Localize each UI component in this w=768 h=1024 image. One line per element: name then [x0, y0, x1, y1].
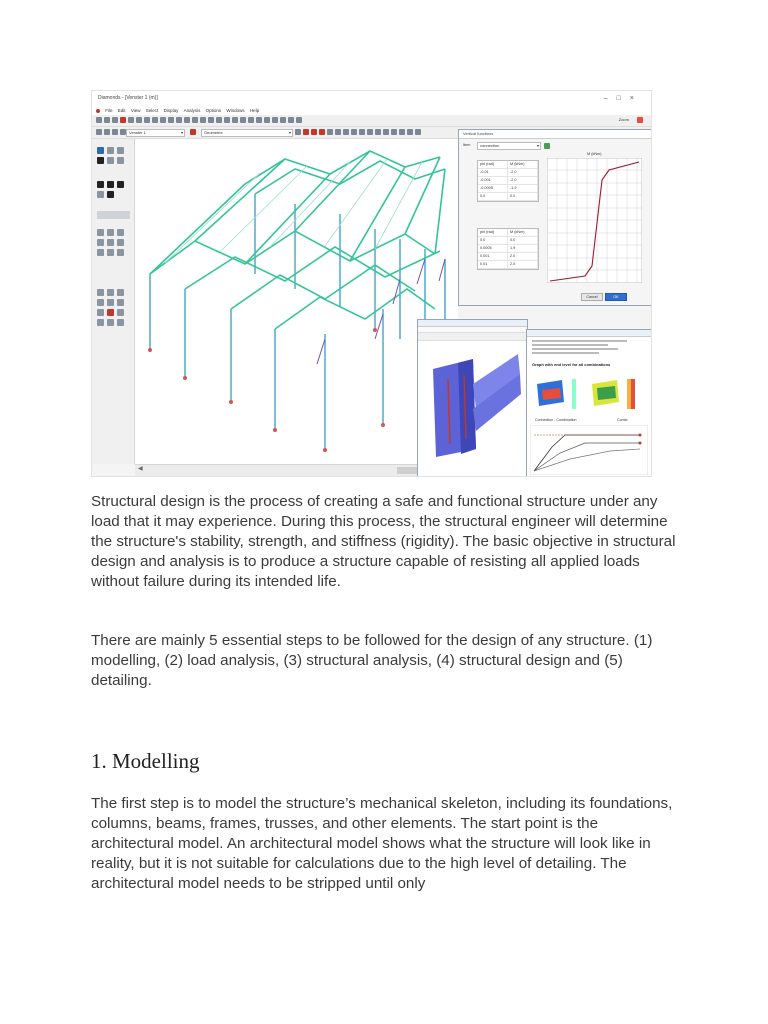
window-titlebar [92, 91, 651, 106]
modelling-paragraph: The first step is to model the structure’s mechanical skeleton, including its foundations, columns, beams, frames, trusses, and other elements. The start point is the architectural model. An architectural model shows what the structure will look like in reality, but it is not suitable for calculations due to the high level of detailing. The architectural model needs to be stripped until only [91, 795, 673, 893]
moment-rotation-chart [547, 158, 642, 283]
structure-model [135, 139, 458, 464]
tool-palette [92, 139, 135, 464]
menu-view: View [130, 108, 141, 113]
toolbar2-icons-right [295, 129, 423, 136]
results-left-label: Connection - Combination [535, 418, 577, 422]
geometry-combo: Geometrie ▾ [201, 129, 293, 137]
dialog-title: Vertical functions [459, 130, 652, 139]
main-toolbar [92, 115, 651, 127]
menu-analysis: Analysis [183, 108, 201, 113]
menu-edit: Edit [117, 108, 126, 113]
window-title: Diamonds - [Venster 1 (m)] [98, 95, 158, 101]
moment-table-negative: phi (rad) M (kNm) -0.01 -2.0 -0.001 -2.0 -0.0005 -1.9 0.0 0.0 [477, 160, 539, 202]
ok-button: OK [605, 293, 627, 301]
function-dialog [458, 129, 652, 306]
viewport-scrollbar: ◀ [135, 464, 458, 476]
window-controls: –□× [603, 95, 643, 102]
moment-table-positive: phi (rad) M (kNm) 0.0 0.0 0.0005 1.9 0.001 2.0 0.01 2.0 [477, 228, 539, 270]
menu-select: Select [145, 108, 159, 113]
results-heading: Graph with end level for all combinations [532, 362, 611, 367]
menu-windows: Windows [226, 108, 245, 113]
chart-title: M (kNm) [587, 152, 602, 156]
menu-display: Display [163, 108, 179, 113]
layer-combo: Venster 1 ▾ [126, 129, 185, 137]
menu-file: File [105, 108, 113, 113]
add-icon [544, 143, 550, 149]
results-right-label: Combi [617, 418, 628, 422]
results-graph [530, 425, 648, 475]
stress-plots [532, 376, 647, 414]
intro-paragraph: Structural design is the process of creating a safe and functional structure under any load that it may experience. During this process, the structural engineer will determine the structure's stability, strength, and stiffness (rigidity). The basic objective in structural design and analysis is to produce a structure capable of resisting all applied loads without failure during its intended life. [91, 493, 676, 591]
toolbar-icons [96, 117, 304, 124]
menu-help: Help [249, 108, 260, 113]
software-screenshot [91, 90, 652, 477]
connection-3d-window [417, 319, 528, 477]
app-icon [96, 109, 100, 113]
model-viewport [135, 139, 458, 464]
cancel-button: Cancel [581, 293, 603, 301]
layer-icon [190, 129, 196, 135]
item-label: Item [463, 143, 471, 147]
toolbar2-icons [96, 129, 128, 136]
steps-paragraph: There are mainly 5 essential steps to be followed for the design of any structure. (1) modelling, (2) load analysis, (3) structural analysis, (4) structural design and (5) detailing. [91, 632, 653, 690]
menu-options: Options [205, 108, 222, 113]
menu-bar [92, 106, 651, 115]
connection-results-window [526, 329, 652, 477]
zoom-icon [637, 117, 643, 123]
zoom-label: Zoom [618, 117, 629, 122]
item-combo: connection ▾ [477, 142, 541, 150]
section-heading-modelling: 1. Modelling [91, 749, 200, 773]
connection-model [418, 339, 527, 477]
